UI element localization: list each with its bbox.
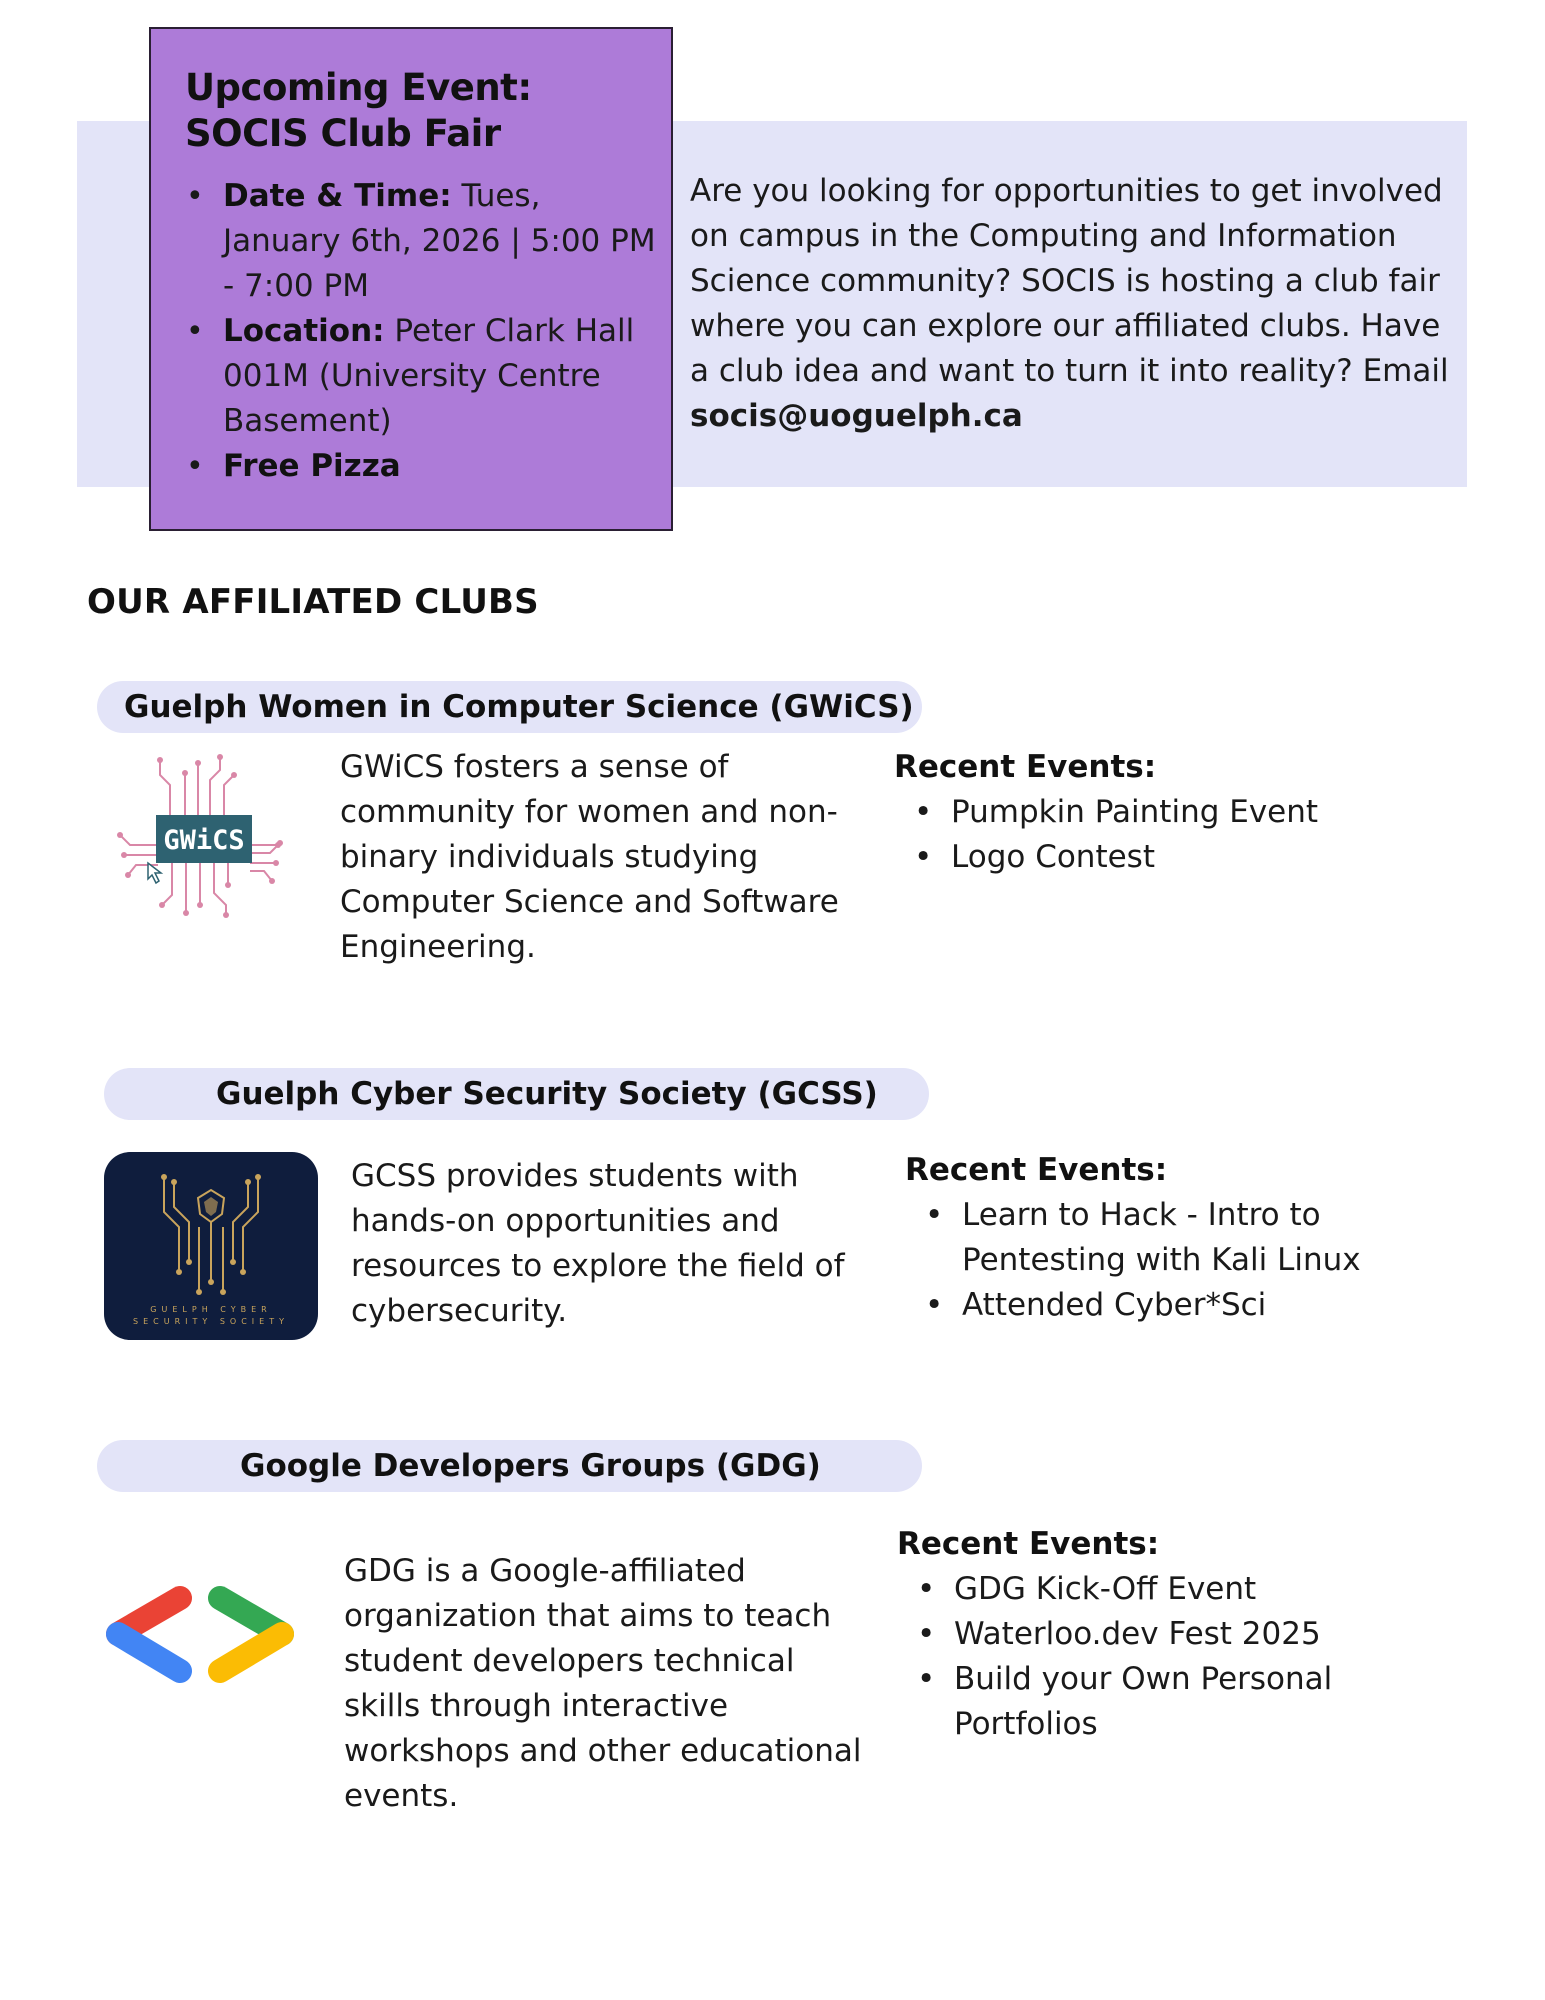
- event-date-time: [186, 174, 666, 309]
- free-pizza-label: Free Pizza: [223, 448, 401, 484]
- club-name-gdg: Google Developers Groups (GDG): [97, 1440, 922, 1492]
- gwics-logo: [110, 745, 290, 925]
- date-time-label: Date & Time:: [223, 178, 452, 214]
- club-name-gcss: Guelph Cyber Security Society (GCSS): [104, 1068, 929, 1120]
- gdg-events-list: [917, 1567, 1367, 1747]
- event-heading-line1: Upcoming Event:: [185, 66, 532, 109]
- date-time-value: Tues, January 6th, 2026 | 5:00 PM - 7:00 PM: [223, 178, 656, 304]
- gcss-recent-events: [905, 1148, 1375, 1328]
- event-location: [186, 309, 666, 444]
- list-item: • GDG Kick-Off Event: [917, 1567, 1367, 1612]
- location-value: Peter Clark Hall 001M (University Centre Basement): [223, 313, 635, 439]
- gcss-logo-text-line1: GUELPH CYBER: [150, 1305, 272, 1314]
- upcoming-event-card: [149, 27, 673, 531]
- contact-email-link[interactable]: socis@uoguelph.ca: [690, 398, 1023, 434]
- event-details-list: [186, 174, 666, 489]
- gwics-logo-text: GWiCS: [163, 825, 245, 856]
- event-heading-line2: SOCIS Club Fair: [185, 112, 501, 155]
- event-heading: [185, 65, 645, 157]
- recent-events-title: Recent Events:: [905, 1152, 1168, 1188]
- location-label: Location:: [223, 313, 385, 349]
- gcss-logo: [104, 1152, 318, 1340]
- gdg-logo: [100, 1585, 300, 1685]
- list-item: • Pumpkin Painting Event: [914, 790, 1334, 835]
- list-item: • Waterloo.dev Fest 2025: [917, 1612, 1367, 1657]
- gwics-description: GWiCS fosters a sense of community for women and non-binary individuals studying Computer Science and Software Engineering.: [340, 749, 839, 965]
- recent-events-title: Recent Events:: [897, 1526, 1160, 1562]
- event-free-pizza: [186, 444, 666, 489]
- gdg-description: GDG is a Google-affiliated organization that aims to teach student developers technical skills through interactive workshops and other educational events.: [344, 1553, 862, 1814]
- list-item: • Build your Own Personal Portfolios: [917, 1657, 1367, 1747]
- gcss-logo-text-line2: SECURITY SOCIETY: [133, 1317, 289, 1326]
- event-description: [690, 169, 1450, 439]
- club-name-gwics: Guelph Women in Computer Science (GWiCS): [97, 681, 922, 733]
- list-item: • Attended Cyber*Sci: [925, 1283, 1375, 1328]
- gcss-description: GCSS provides students with hands-on opportunities and resources to explore the field of cybersecurity.: [351, 1158, 845, 1329]
- affiliated-clubs-heading: OUR AFFILIATED CLUBS: [87, 582, 539, 622]
- list-item: • Learn to Hack - Intro to Pentesting with Kali Linux: [925, 1193, 1375, 1283]
- gwics-recent-events: [894, 745, 1334, 880]
- gcss-events-list: [925, 1193, 1375, 1328]
- gwics-events-list: [914, 790, 1334, 880]
- gdg-recent-events: [897, 1522, 1367, 1747]
- list-item: • Logo Contest: [914, 835, 1334, 880]
- event-description-text: Are you looking for opportunities to get involved on campus in the Computing and Information Science community? SOCIS is hosting a club fair where you can explore our affiliated clubs. Have a club idea and want to turn it into reality? Email: [690, 173, 1449, 389]
- recent-events-title: Recent Events:: [894, 749, 1157, 785]
